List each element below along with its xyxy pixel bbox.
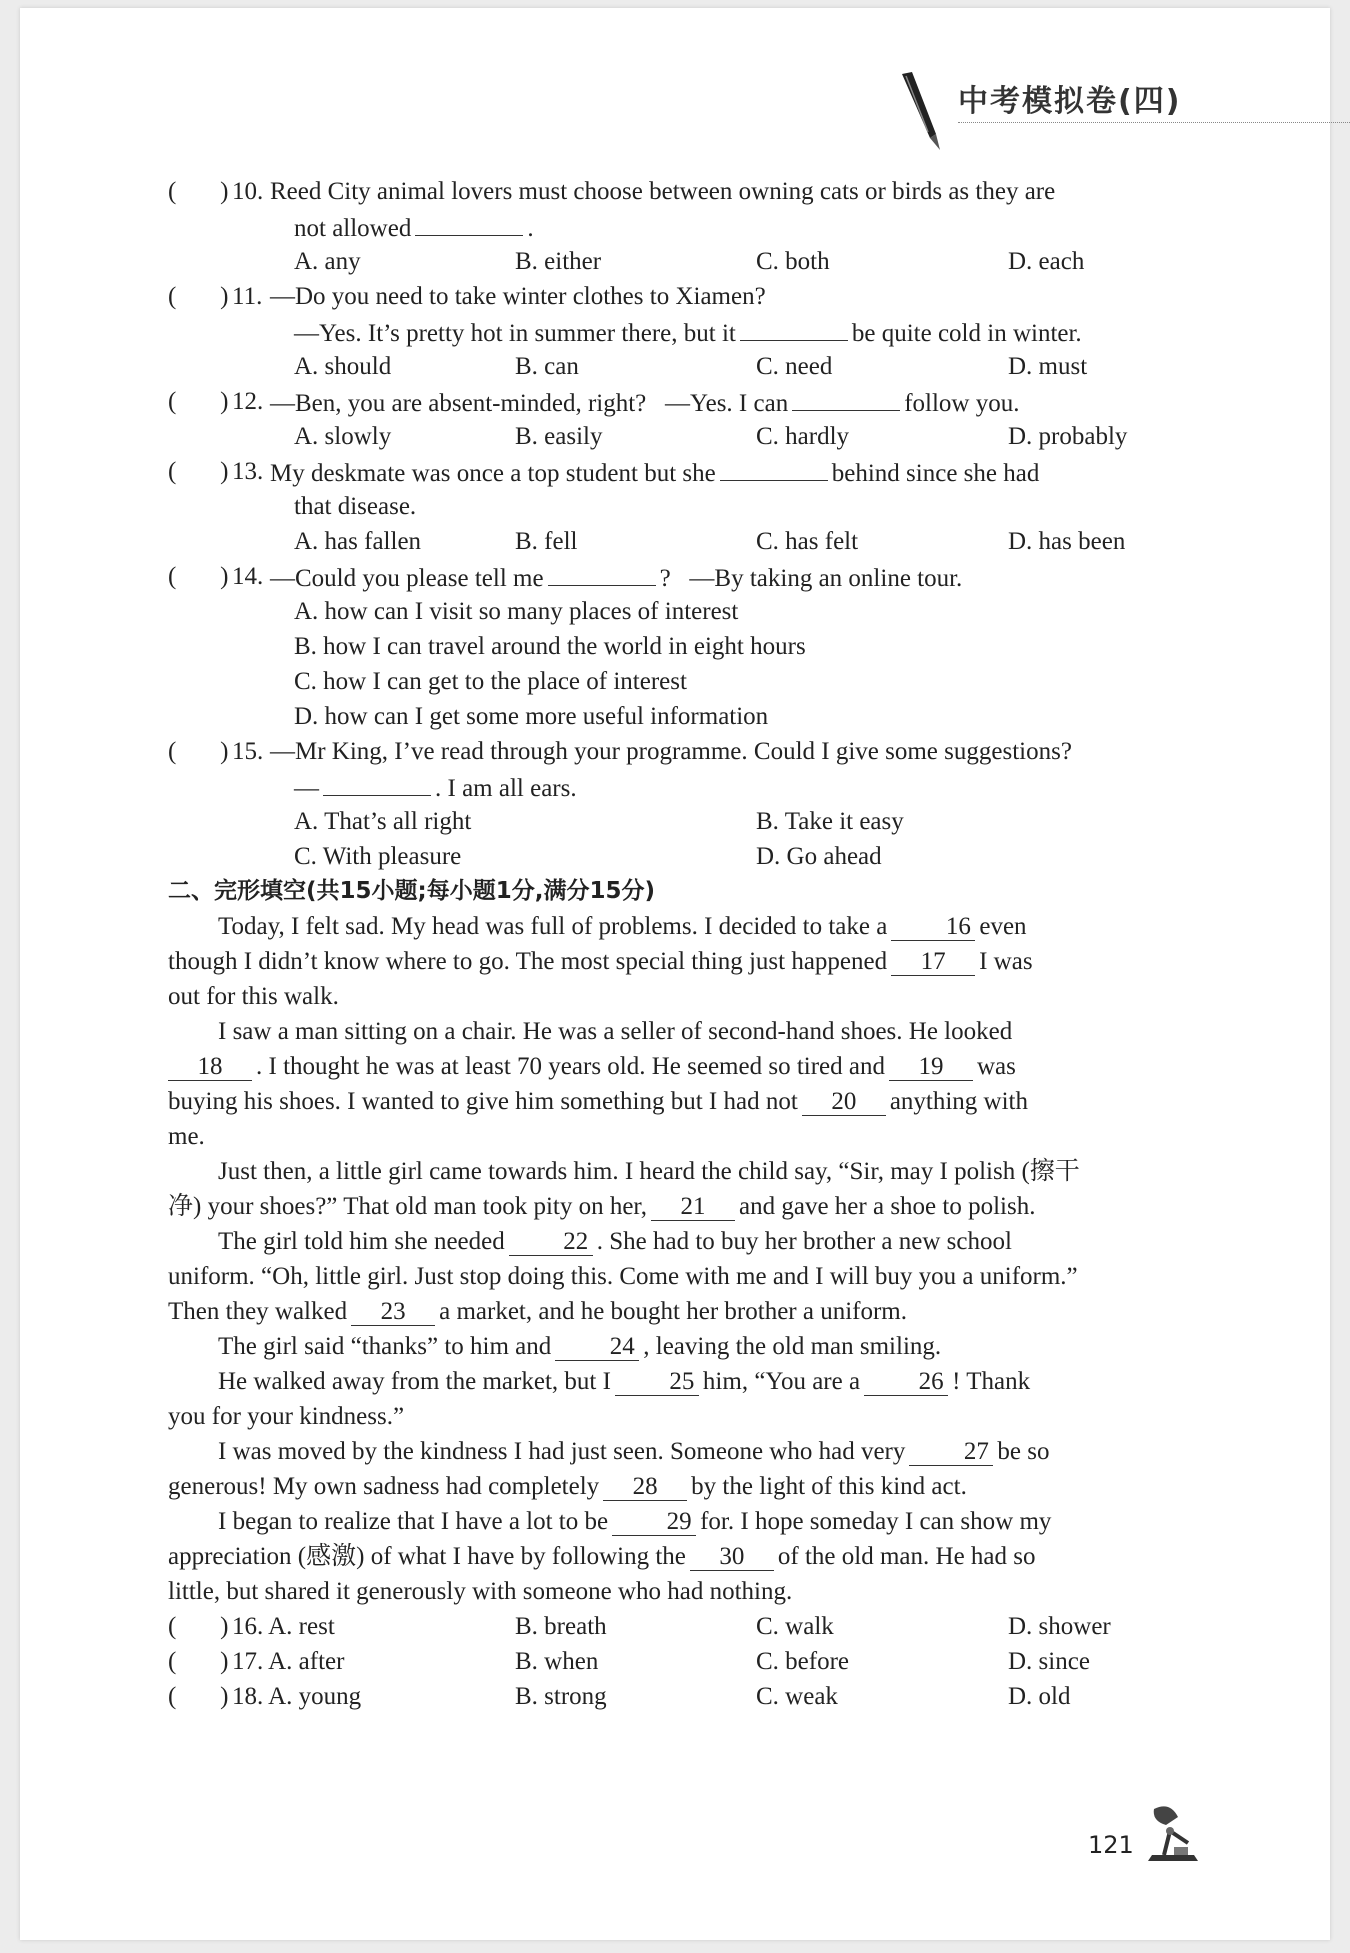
pen-icon <box>898 72 942 152</box>
passage-text: even <box>979 913 1027 940</box>
passage-text: Then they walked <box>168 1298 348 1325</box>
option-d: D. since <box>1008 1648 1090 1675</box>
answer-bracket[interactable]: ( ) <box>168 1683 229 1710</box>
passage-line <box>168 1049 1208 1084</box>
option-c: C. hardly <box>756 423 850 450</box>
passage-line <box>168 1119 1208 1154</box>
question-number: 14. <box>232 563 264 590</box>
question-text: —Ben, you are absent-minded, right? <box>270 390 647 417</box>
question-11 <box>168 279 1208 314</box>
answer-bracket[interactable]: ( ) <box>168 283 229 310</box>
question-number-option-a: 17. A. after <box>232 1648 345 1675</box>
answer-bracket[interactable]: ( ) <box>168 388 229 415</box>
passage-text: by the light of this kind act. <box>691 1473 967 1500</box>
option-c: C. need <box>756 353 833 380</box>
option-b: B. either <box>515 248 602 275</box>
passage-line <box>168 1574 1208 1609</box>
passage-text: appreciation (感激) of what I have by following the <box>168 1543 686 1570</box>
option-b: B. Take it easy <box>756 808 904 835</box>
page-header <box>898 54 1350 134</box>
option-d: D. old <box>1008 1683 1071 1710</box>
option-c: C. weak <box>756 1683 838 1710</box>
option-a: A. should <box>294 353 392 380</box>
passage-line <box>168 1224 1208 1259</box>
question-text: —By taking an online tour. <box>689 565 963 592</box>
option-a: A. That’s all right <box>294 808 472 835</box>
passage-text: I was moved by the kindness I had just seen. Someone who had very <box>218 1438 906 1465</box>
passage-line <box>168 1364 1208 1399</box>
numbered-blank: 25 <box>615 1369 699 1396</box>
passage-text: out for this walk. <box>168 983 339 1010</box>
question-text: not allowed <box>294 215 412 242</box>
passage-text: I saw a man sitting on a chair. He was a seller of second-hand shoes. He looked <box>218 1018 1013 1045</box>
option-c: C. how I can get to the place of interest <box>294 668 687 695</box>
passage-line <box>168 1539 1208 1574</box>
answer-blank <box>792 384 900 411</box>
question-number-option-a: 16. A. rest <box>232 1613 335 1640</box>
question-text: be quite cold in winter. <box>851 320 1082 347</box>
numbered-blank: 19 <box>889 1054 973 1081</box>
question-15 <box>168 734 1208 769</box>
option-c: C. has felt <box>756 528 859 555</box>
question-13 <box>168 454 1208 489</box>
question-line <box>168 314 1208 349</box>
option-c: C. With pleasure <box>294 843 462 870</box>
options-row <box>168 244 1208 279</box>
passage-line <box>168 1259 1208 1294</box>
passage-line <box>168 944 1208 979</box>
option-b: B. how I can travel around the world in eight hours <box>294 633 806 660</box>
section-heading <box>168 874 1208 909</box>
numbered-blank: 22 <box>509 1229 593 1256</box>
question-17 <box>168 1644 1208 1679</box>
question-text: —Yes. It’s pretty hot in summer there, but it <box>294 320 736 347</box>
option-c: C. walk <box>756 1613 834 1640</box>
passage-text: be so <box>997 1438 1050 1465</box>
question-text: Reed City animal lovers must choose between owning cats or birds as they are <box>270 178 1056 205</box>
option-b: B. breath <box>515 1613 607 1640</box>
option-d: D. must <box>1008 353 1088 380</box>
option-a: A. any <box>294 248 361 275</box>
numbered-blank: 20 <box>802 1089 886 1116</box>
passage-text: 净) your shoes?” That old man took pity on her, <box>168 1193 648 1220</box>
options-row <box>168 664 1208 699</box>
question-number: 11. <box>232 283 263 310</box>
passage-text: was <box>977 1053 1016 1080</box>
passage-text: little, but shared it generously with someone who had nothing. <box>168 1578 793 1605</box>
numbered-blank: 26 <box>864 1369 948 1396</box>
question-line <box>168 769 1208 804</box>
page-number: 121 <box>1088 1831 1134 1859</box>
passage-text: and gave her a shoe to polish. <box>739 1193 1036 1220</box>
passage-text: I was <box>979 948 1033 975</box>
option-d: D. has been <box>1008 528 1126 555</box>
question-number: 12. <box>232 388 264 415</box>
option-d: D. each <box>1008 248 1085 275</box>
passage-text: uniform. “Oh, little girl. Just stop doing this. Come with me and I will buy you a uniform.” <box>168 1263 1078 1290</box>
numbered-blank: 18 <box>168 1054 252 1081</box>
document-page <box>20 8 1330 1940</box>
section-title: 二、完形填空(共15小题;每小题1分,满分15分) <box>168 878 655 904</box>
passage-text: generous! My own sadness had completely <box>168 1473 600 1500</box>
numbered-blank: 29 <box>612 1509 696 1536</box>
question-text: behind since she had <box>831 460 1040 487</box>
passage-line <box>168 1504 1208 1539</box>
header-divider <box>958 122 1350 123</box>
option-b: B. when <box>515 1648 599 1675</box>
question-line <box>168 209 1208 244</box>
passage-line <box>168 1014 1208 1049</box>
numbered-blank: 30 <box>690 1544 774 1571</box>
passage-text: of the old man. He had so <box>777 1543 1036 1570</box>
passage-text: me. <box>168 1123 205 1150</box>
question-text: follow you. <box>904 390 1020 417</box>
question-text: —Could you please tell me <box>270 565 544 592</box>
passage-text: Just then, a little girl came towards him. I heard the child say, “Sir, may I polish (擦干 <box>218 1158 1080 1185</box>
answer-bracket[interactable]: ( ) <box>168 178 229 205</box>
options-row <box>168 524 1208 559</box>
option-b: B. strong <box>515 1683 607 1710</box>
passage-text: , leaving the old man smiling. <box>643 1333 942 1360</box>
passage-line <box>168 1294 1208 1329</box>
answer-blank <box>415 209 523 236</box>
answer-bracket[interactable]: ( ) <box>168 563 229 590</box>
question-text: —Yes. I can <box>665 390 789 417</box>
passage-text: The girl told him she needed <box>218 1228 505 1255</box>
option-b: B. fell <box>515 528 578 555</box>
option-c: C. both <box>756 248 830 275</box>
answer-bracket[interactable]: ( ) <box>168 458 229 485</box>
numbered-blank: 24 <box>555 1334 639 1361</box>
question-text: that disease. <box>294 493 417 520</box>
question-number-option-a: 18. A. young <box>232 1683 362 1710</box>
exam-content <box>168 174 1208 1714</box>
numbered-blank: 17 <box>891 949 975 976</box>
question-text: . I am all ears. <box>435 775 577 802</box>
passage-line <box>168 1084 1208 1119</box>
answer-bracket[interactable]: ( ) <box>168 1648 229 1675</box>
passage-text: ! Thank <box>952 1368 1031 1395</box>
question-text: My deskmate was once a top student but she <box>270 460 716 487</box>
passage-line <box>168 909 1208 944</box>
numbered-blank: 21 <box>651 1194 735 1221</box>
answer-bracket[interactable]: ( ) <box>168 738 229 765</box>
option-a: A. how can I visit so many places of interest <box>294 598 739 625</box>
question-number: 13. <box>232 458 264 485</box>
passage-line <box>168 1399 1208 1434</box>
passage-text: Today, I felt sad. My head was full of problems. I decided to take a <box>218 913 888 940</box>
answer-blank <box>548 559 656 586</box>
option-a: A. has fallen <box>294 528 422 555</box>
passage-line <box>168 1154 1208 1189</box>
options-row <box>168 699 1208 734</box>
question-14 <box>168 559 1208 594</box>
option-a: A. slowly <box>294 423 392 450</box>
passage-text: . I thought he was at least 70 years old. He seemed so tired and <box>256 1053 885 1080</box>
passage-line <box>168 1329 1208 1364</box>
passage-text: anything with <box>889 1088 1028 1115</box>
option-d: D. probably <box>1008 423 1128 450</box>
option-c: C. before <box>756 1648 850 1675</box>
exam-title: 中考模拟卷(四) <box>958 84 1182 119</box>
dash: — <box>294 775 319 802</box>
passage-text: The girl said “thanks” to him and <box>218 1333 552 1360</box>
question-line <box>168 489 1208 524</box>
option-b: B. easily <box>515 423 603 450</box>
passage-text: you for your kindness.” <box>168 1403 405 1430</box>
passage-text: though I didn’t know where to go. The most special thing just happened <box>168 948 888 975</box>
passage-text: . She had to buy her brother a new school <box>596 1228 1012 1255</box>
answer-blank <box>720 454 828 481</box>
options-row <box>168 419 1208 454</box>
punctuation: . <box>527 215 534 242</box>
passage-text: He walked away from the market, but I <box>218 1368 611 1395</box>
options-row <box>168 594 1208 629</box>
question-number: 15. <box>232 738 264 765</box>
passage-text: buying his shoes. I wanted to give him something but I had not <box>168 1088 798 1115</box>
passage-line <box>168 1434 1208 1469</box>
question-10 <box>168 174 1208 209</box>
passage-line <box>168 1469 1208 1504</box>
options-row <box>168 839 1208 874</box>
question-number: 10. <box>232 178 264 205</box>
passage-text: a market, and he bought her brother a uniform. <box>439 1298 908 1325</box>
option-d: D. how can I get some more useful information <box>294 703 769 730</box>
passage-text: him, “You are a <box>702 1368 861 1395</box>
numbered-blank: 16 <box>891 914 975 941</box>
options-row <box>168 349 1208 384</box>
options-row <box>168 629 1208 664</box>
passage-line <box>168 979 1208 1014</box>
desk-lamp-icon <box>1144 1803 1204 1865</box>
numbered-blank: 23 <box>351 1299 435 1326</box>
numbered-blank: 28 <box>603 1474 687 1501</box>
question-18 <box>168 1679 1208 1714</box>
passage-line <box>168 1189 1208 1224</box>
option-b: B. can <box>515 353 579 380</box>
question-text: ? <box>659 565 671 592</box>
option-d: D. Go ahead <box>756 843 882 870</box>
question-text: —Mr King, I’ve read through your programme. Could I give some suggestions? <box>270 738 1072 765</box>
answer-blank <box>740 314 848 341</box>
question-16 <box>168 1609 1208 1644</box>
option-d: D. shower <box>1008 1613 1111 1640</box>
passage-text: for. I hope someday I can show my <box>700 1508 1052 1535</box>
answer-blank <box>323 769 431 796</box>
question-text: —Do you need to take winter clothes to Xiamen? <box>270 283 766 310</box>
passage-text: I began to realize that I have a lot to be <box>218 1508 609 1535</box>
options-row <box>168 804 1208 839</box>
answer-bracket[interactable]: ( ) <box>168 1613 229 1640</box>
question-12 <box>168 384 1208 419</box>
numbered-blank: 27 <box>909 1439 993 1466</box>
